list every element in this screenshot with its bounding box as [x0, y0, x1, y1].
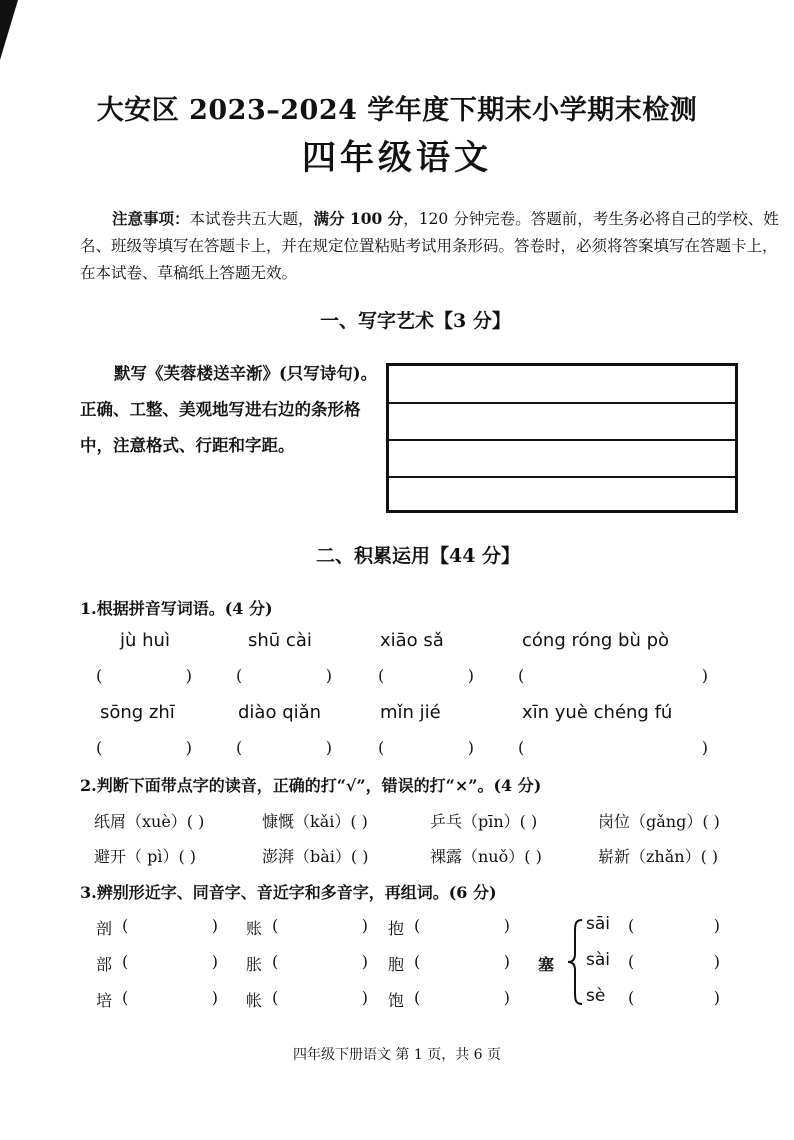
- character-prompt: 饱: [388, 991, 405, 1010]
- character-prompt: 剖: [96, 919, 113, 938]
- pronunciation-item[interactable]: 乒乓（pīn）( ): [430, 812, 538, 831]
- notice-full-score: 满分 100 分: [313, 209, 404, 228]
- character-prompt: 账: [246, 919, 263, 938]
- section-2-heading: 二、积累运用【44 分】: [316, 545, 521, 567]
- pinyin-prompt: mǐn jié: [380, 702, 441, 723]
- pronunciation-item[interactable]: 澎湃（bài）( ): [262, 847, 369, 866]
- polyphone-reading: sài: [586, 950, 610, 970]
- notice-text-a: 本试卷共五大题，: [189, 210, 314, 228]
- character-prompt: 部: [96, 955, 113, 974]
- character-prompt: 培: [96, 991, 113, 1010]
- pinyin-prompt: sōng zhī: [100, 702, 175, 723]
- character-prompt: 抱: [388, 919, 405, 938]
- question-1-title: 1.根据拼音写词语。(4 分): [80, 599, 273, 618]
- curly-brace-icon: [566, 918, 584, 1006]
- pinyin-prompt: xiāo sǎ: [380, 630, 444, 651]
- character-prompt: 帐: [246, 991, 263, 1010]
- pronunciation-item[interactable]: 纸屑（xuè）( ): [94, 812, 205, 831]
- pinyin-prompt: shū cài: [248, 630, 312, 651]
- pronunciation-item[interactable]: 慷慨（kǎi）( ): [262, 812, 368, 831]
- character-prompt: 胀: [246, 955, 263, 974]
- notice-paragraph: [80, 205, 780, 287]
- polyphone-reading: sè: [586, 986, 606, 1006]
- exam-subject: 四年级语文: [302, 138, 492, 178]
- character-prompt: 胞: [388, 955, 405, 974]
- section-1-instruction: 默写《芙蓉楼送辛渐》(只写诗句)。正确、工整、美观地写进右边的条形格中，注意格式、行距和字距。: [80, 364, 378, 455]
- pinyin-prompt: xīn yuè chéng fú: [522, 702, 673, 723]
- exam-title: 大安区 2023–2024 学年度下期末小学期末检测: [96, 95, 698, 126]
- notice-label: 注意事项：: [112, 209, 190, 228]
- writing-grid[interactable]: [386, 363, 738, 513]
- writing-grid-line: [389, 476, 735, 478]
- question-3-title: 3.辨别形近字、同音字、音近字和多音字，再组词。(6 分): [80, 883, 497, 902]
- writing-grid-line: [389, 402, 735, 404]
- pinyin-prompt: diào qiǎn: [238, 702, 322, 723]
- section-1-heading: 一、写字艺术【3 分】: [320, 310, 511, 332]
- polyphone-reading: sāi: [586, 914, 610, 934]
- pinyin-prompt: jù huì: [120, 630, 170, 651]
- scan-edge-mark: [0, 0, 18, 60]
- writing-grid-line: [389, 439, 735, 441]
- pronunciation-item[interactable]: 崭新（zhǎn）( ): [598, 847, 719, 866]
- pinyin-prompt: cóng róng bù pò: [522, 630, 670, 651]
- page-footer: 四年级下册语文 第 1 页，共 6 页: [292, 1047, 502, 1063]
- question-2-title: 2.判断下面带点字的读音，正确的打“√”，错误的打“×”。(4 分): [80, 776, 542, 795]
- pronunciation-item[interactable]: 岗位（gǎng）( ): [598, 812, 720, 831]
- notice-text-b: ，120 分钟完卷。答题前，考生务必将自己的学校、姓名、班级等填写在答题卡上，并在规定位置粘贴考试用条形码。答卷时，必须将答案填写在答题卡上，在本试卷、草稿纸上答题无效。: [80, 210, 779, 282]
- pronunciation-item[interactable]: 避开（ pì）( ): [94, 847, 197, 866]
- pronunciation-item[interactable]: 裸露（nuǒ）( ): [430, 847, 542, 866]
- polyphone-character: 塞: [538, 955, 555, 974]
